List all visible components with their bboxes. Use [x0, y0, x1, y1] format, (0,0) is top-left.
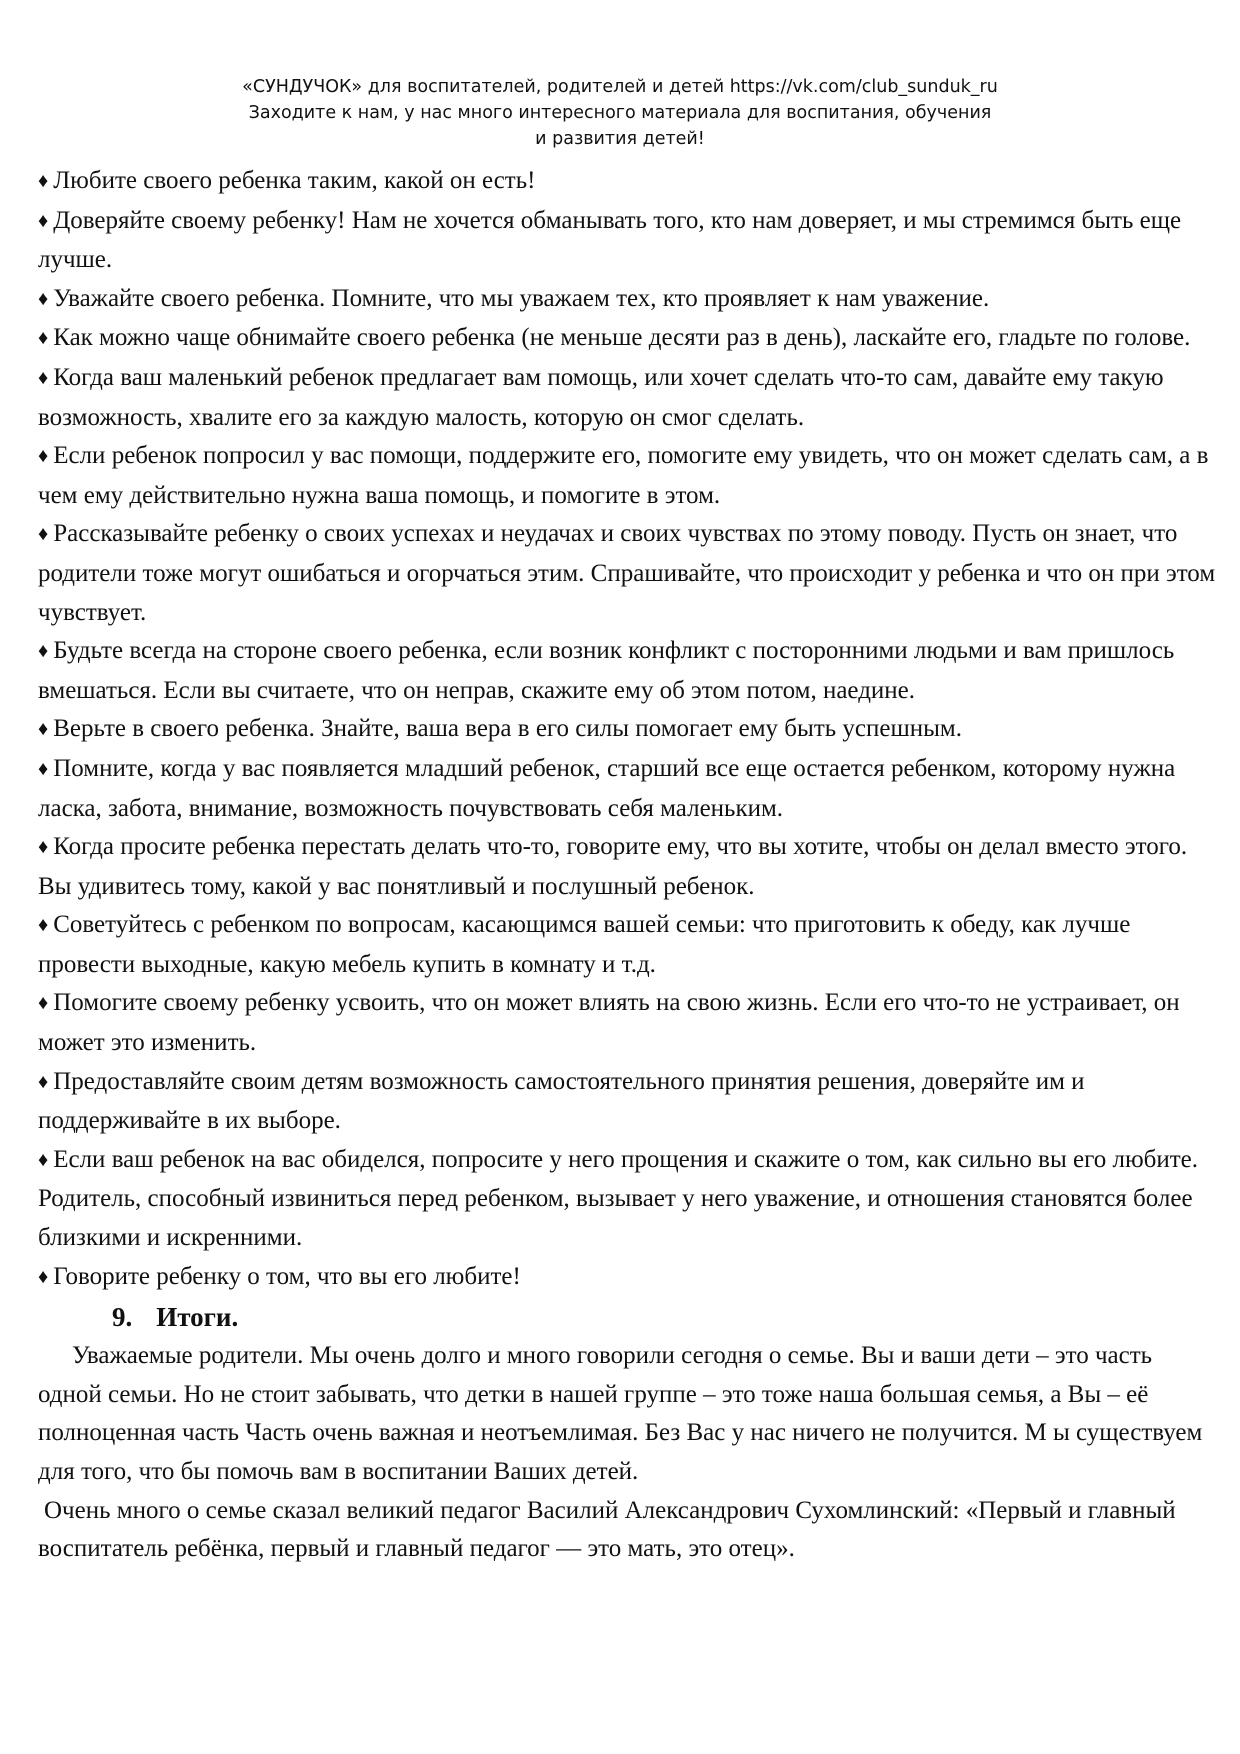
tip-item: [38, 906, 1218, 984]
diamond-bullet-icon: ♦: [38, 445, 49, 468]
diamond-bullet-icon: ♦: [38, 287, 49, 310]
tip-text: Когда ваш маленький ребенок предлагает вам помощь, или хочет сделать что-то сам, давайте ему такую возможность, хвалите его за каждую малость, которую он смог сделать.: [38, 363, 1164, 431]
tip-text: Если ваш ребенок на вас обиделся, попросите у него прощения и скажите о том, как сильно вы его любите. Родитель, способный извиниться перед ребенком, вызывает у него уважение, и отношения становятся более близкими и искренними.: [38, 1145, 1199, 1252]
tip-item: [38, 319, 1218, 359]
diamond-bullet-icon: ♦: [38, 1148, 49, 1171]
tip-item: [38, 162, 1218, 202]
tip-text: Предоставляйте своим детям возможность самостоятельного принятия решения, доверяйте им и поддерживайте в их выборе.: [38, 1067, 1085, 1135]
header-line-3: и развития детей!: [535, 129, 705, 149]
header-line-1: «СУНДУЧОК» для воспитателей, родителей и детей https://vk.com/club_sunduk_ru: [242, 77, 998, 97]
tip-text: Говорите ребенку о том, что вы его любите!: [53, 1262, 521, 1290]
tip-item: [38, 515, 1218, 632]
tip-item: [38, 1063, 1218, 1141]
page-header: [140, 74, 1100, 152]
tip-item: [38, 750, 1218, 828]
diamond-bullet-icon: ♦: [38, 327, 49, 350]
tip-item: [38, 202, 1218, 280]
tip-item: [38, 984, 1218, 1062]
diamond-bullet-icon: ♦: [38, 640, 49, 663]
tip-item: [38, 359, 1218, 437]
tip-text: Любите своего ребенка таким, какой он есть!: [53, 167, 536, 194]
tip-text: Когда просите ребенка перестать делать что-то, говорите ему, что вы хотите, чтобы он делал вместо этого. Вы удивитесь тому, какой у вас понятливый и послушный ребенок.: [38, 833, 1188, 900]
tip-text: Уважайте своего ребенка. Помните, что мы уважаем тех, кто проявляет к нам уважение.: [53, 284, 990, 312]
diamond-bullet-icon: ♦: [38, 757, 49, 780]
diamond-bullet-icon: ♦: [38, 914, 49, 937]
tip-item: [38, 828, 1218, 906]
tip-item: [38, 1141, 1218, 1258]
diamond-bullet-icon: ♦: [38, 836, 49, 859]
diamond-bullet-icon: ♦: [38, 209, 49, 232]
tip-item: [38, 632, 1218, 710]
section-title: Итоги.: [156, 1302, 239, 1333]
tip-text: Доверяйте своему ребенку! Нам не хочется обманывать того, кто нам доверяет, и мы стремимся быть еще лучше.: [38, 206, 1182, 274]
section-heading: [38, 1297, 1218, 1337]
header-line-2: Заходите к нам, у нас много интересного материала для воспитания, обучения: [248, 103, 992, 123]
diamond-bullet-icon: ♦: [38, 366, 49, 389]
section-number: 9.: [112, 1302, 133, 1333]
tip-text: Помогите своему ребенку усвоить, что он может влиять на свою жизнь. Если его что-то не устраивает, он может это изменить.: [38, 989, 1180, 1057]
summary-paragraph: Уважаемые родители. Мы очень долго и много говорили сегодня о семье. Вы и ваши дети – это часть одной семьи. Но не стоит забывать, что детки в нашей группе – это тоже наша большая семья, а Вы – её полноценная часть Часть очень важная и неотъемлимая. Без Вас у нас ничего не получится. М ы существуем для того, что бы помочь вам в воспитании Ваших детей.: [38, 1342, 1203, 1485]
summary-section: [38, 1337, 1218, 1569]
diamond-bullet-icon: ♦: [38, 718, 49, 741]
main-content: [38, 162, 1218, 1569]
tip-item: [38, 1258, 1218, 1298]
diamond-bullet-icon: ♦: [38, 1265, 49, 1288]
tip-item: [38, 437, 1218, 515]
tips-list: [38, 162, 1218, 1297]
tip-text: Будьте всегда на стороне своего ребенка, если возник конфликт с посторонними людьми и вам пришлось вмешаться. Если вы считаете, что он неправ, скажите ему об этом потом, наедине.: [38, 637, 1175, 704]
diamond-bullet-icon: ♦: [38, 523, 49, 546]
tip-item: [38, 280, 1218, 320]
summary-paragraph: Очень много о семье сказал великий педагог Василий Александрович Сухомлинский: «Первый и главный воспитатель ребёнка, первый и главный педагог — это мать, это отец».: [38, 1496, 1176, 1563]
tip-text: Рассказывайте ребенку о своих успехах и неудачах и своих чувствах по этому поводу. Пусть он знает, что родители тоже могут ошибаться и огорчаться этим. Спрашивайте, что происходит у ребенка и что он при этом чувствует.: [38, 520, 1216, 626]
tip-text: Если ребенок попросил у вас помощи, поддержите его, помогите ему увидеть, что он может сделать сам, а в чем ему действительно нужна ваша помощь, и помогите в этом.: [38, 442, 1209, 509]
diamond-bullet-icon: ♦: [38, 1070, 49, 1093]
tip-text: Помните, когда у вас появляется младший ребенок, старший все еще остается ребенком, которому нужна ласка, забота, внимание, возможность почувствовать себя маленьким.: [38, 754, 1176, 822]
tip-item: [38, 710, 1218, 750]
diamond-bullet-icon: ♦: [38, 170, 49, 192]
diamond-bullet-icon: ♦: [38, 992, 49, 1015]
tip-text: Советуйтесь с ребенком по вопросам, касающимся вашей семьи: что приготовить к обеду, как лучше провести выходные, какую мебель купить в комнату и т.д.: [38, 911, 1131, 978]
tip-text: Верьте в своего ребенка. Знайте, ваша вера в его силы помогает ему быть успешным.: [53, 715, 962, 743]
tip-text: Как можно чаще обнимайте своего ребенка (не меньше десяти раз в день), ласкайте его, гладьте по голове.: [53, 324, 1191, 352]
